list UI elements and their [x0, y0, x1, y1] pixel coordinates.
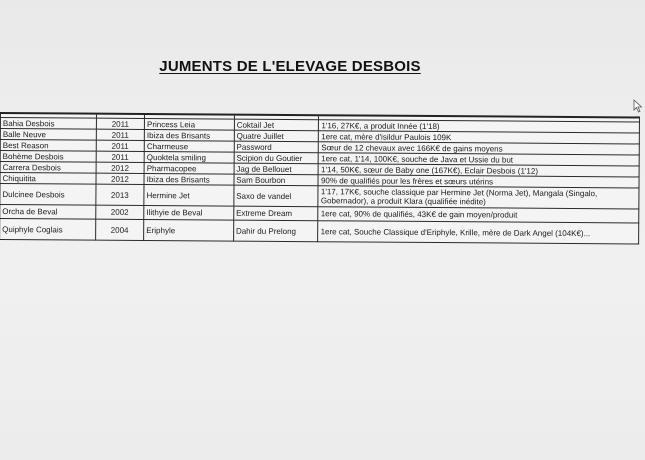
cell-dam[interactable]: Princess Leia [144, 119, 234, 131]
cell-dam[interactable]: Ibiza des Brisants [144, 130, 234, 142]
cell-dam[interactable]: Ibiza des Brisants [144, 174, 234, 186]
cell-year[interactable]: 2011 [96, 151, 144, 162]
cell-sire[interactable]: Quatre Juillet [234, 130, 319, 142]
document-title: JUMENTS DE L'ELEVAGE DESBOIS [159, 58, 421, 75]
cell-dam[interactable]: Charmeuse [144, 141, 234, 153]
cell-name[interactable]: Quiphyle Coglais [0, 219, 95, 241]
cell-sire[interactable]: Sam Bourbon [234, 174, 319, 186]
cell-year[interactable]: 2011 [96, 118, 144, 129]
cell-name[interactable]: Balle Neuve [0, 129, 96, 141]
cell-name[interactable]: Chiquitita [0, 173, 96, 185]
cell-sire[interactable]: Saxo de vandel [234, 185, 319, 207]
cell-notes[interactable]: 1ere cat, mère d'isildur Paulois 109K [319, 131, 640, 144]
mouse-pointer-icon [633, 99, 643, 113]
cell-notes[interactable]: 1ere cat, 90% de qualifiés, 43K€ de gain moyen/produit [318, 207, 639, 223]
cell-name[interactable]: Carrera Desbois [0, 162, 96, 174]
cell-year[interactable]: 2012 [96, 173, 144, 184]
cell-sire[interactable]: Jag de Bellouet [234, 163, 319, 175]
cell-sire[interactable]: Password [234, 141, 319, 153]
cell-year[interactable]: 2011 [96, 140, 144, 151]
cell-year[interactable]: 2013 [96, 184, 145, 205]
cell-notes[interactable]: 1ere cat, 1'14, 100K€, souche de Java et Ussie du but [319, 153, 640, 166]
cell-year[interactable]: 2011 [96, 129, 144, 140]
cell-dam[interactable]: Hermine Jet [144, 185, 234, 207]
cell-sire[interactable]: Scipion du Goutier [234, 152, 319, 164]
cell-sire[interactable]: Coktail Jet [234, 119, 319, 131]
cell-notes[interactable]: 1'16, 27K€, a produit Innée (1'18) [319, 120, 640, 133]
cell-sire[interactable]: Extreme Dream [234, 206, 319, 221]
cell-notes[interactable]: Sœur de 12 chevaux avec 166K€ de gains moyens [319, 142, 640, 155]
cell-notes[interactable]: 1'17, 17K€, souche classique par Hermine Jet (Norma Jet), Mangala (Singalo, Gobernador), a produit Klara (qualifiée inédite) [318, 186, 639, 209]
cell-name[interactable]: Bahia Desbois [0, 118, 96, 130]
cell-year[interactable]: 2002 [95, 205, 143, 219]
cell-name[interactable]: Best Reason [0, 140, 96, 152]
cell-dam[interactable]: Pharmacopee [144, 163, 234, 175]
cell-notes[interactable]: 1'14, 50K€, sœur de Baby one (167K€), Eclair Desbois (1'12) [319, 164, 640, 177]
cell-sire[interactable]: Dahir du Prelong [233, 220, 318, 242]
cell-notes[interactable]: 90% de qualifiés pour les frères et sœurs utérins [318, 175, 639, 188]
cell-dam[interactable]: Eriphyle [144, 220, 234, 242]
cell-dam[interactable]: Quoktela smiling [144, 152, 234, 164]
cell-year[interactable]: 2004 [95, 219, 144, 240]
cell-name[interactable]: Bohème Desbois [0, 151, 96, 163]
cell-name[interactable]: Dulcinee Desbois [0, 184, 96, 206]
cell-notes[interactable]: 1ere cat, Souche Classique d'Eriphyle, Krille, mère de Dark Angel (104K€)... [318, 221, 639, 244]
cell-year[interactable]: 2012 [96, 162, 144, 173]
table-row [0, 219, 639, 244]
cell-name[interactable]: Orcha de Beval [0, 205, 96, 220]
mares-table [0, 112, 640, 244]
cell-dam[interactable]: Ilithyie de Beval [144, 206, 234, 221]
